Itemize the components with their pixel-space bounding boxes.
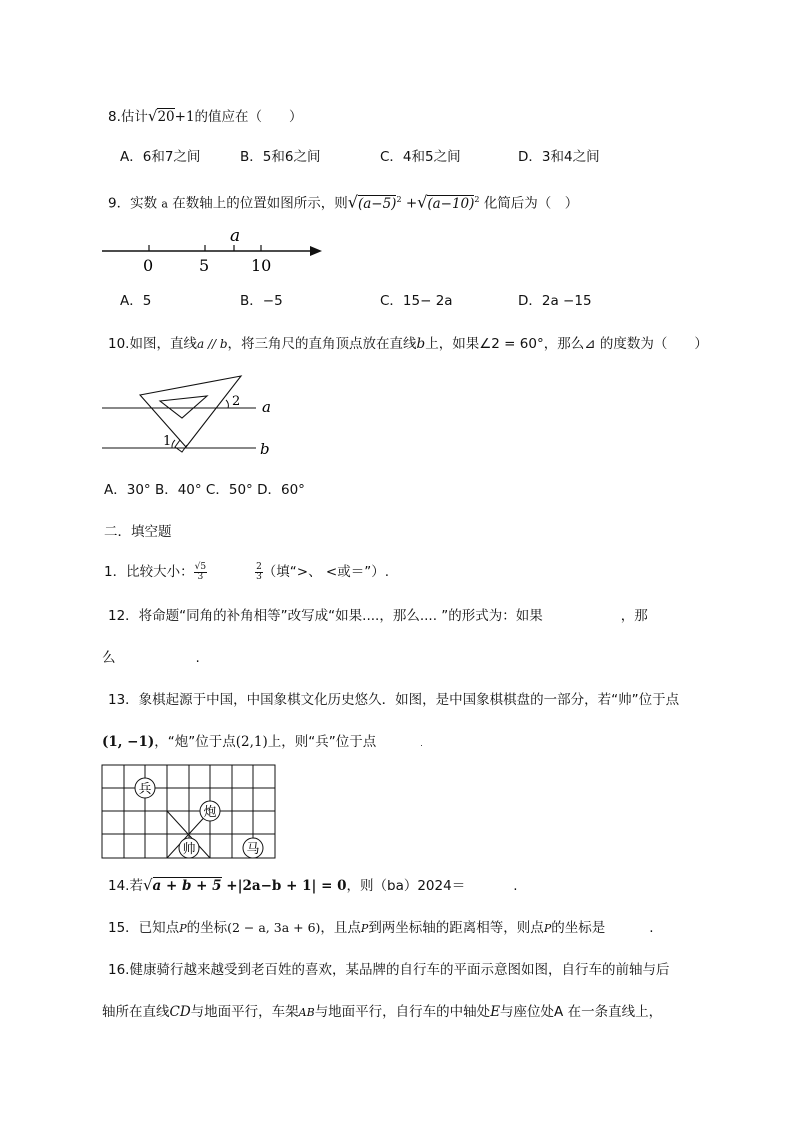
number-line-arrow (310, 246, 322, 256)
q8-option-d: D．3和4之间 (518, 149, 600, 165)
q9-stem: 9．实数 a 在数轴上的位置如图所示，则$√(a-5)^2 +√(a-10)^2$ 化简后为（ ） (108, 192, 579, 212)
piece-shuai (179, 838, 199, 858)
q8-option-c: C．4和5之间 (380, 149, 461, 165)
svg-text:炮: 炮 (203, 805, 217, 820)
q9-option-d: D．2a −15 (518, 293, 592, 309)
chess-board-figure (100, 762, 280, 862)
angle-2-label: 2 (232, 394, 241, 409)
fraction-1: $\frac{√5}{3}$ (194, 561, 207, 582)
q12-line2: 么 . (102, 650, 200, 666)
line-b-label: b (260, 440, 270, 458)
sqrt-sign: √ (417, 192, 428, 212)
svg-text:帅: 帅 (182, 842, 196, 857)
q14-stem: 14.若√a + b + 5 +|2a−b + 1| = 0，则（ba）2024＝ . (108, 876, 518, 894)
tick-label-10: 10 (251, 256, 272, 275)
svg-text:兵: 兵 (138, 782, 152, 797)
q10-options: A．30° B．40° C．50° D．60° (104, 482, 305, 498)
angle-1-label: 1 (163, 434, 172, 449)
q9-option-c: C．15− 2a (380, 293, 453, 309)
q16-line1: 16.健康骑行越来越受到老百姓的喜欢，某品牌的自行车的平面示意图如图，自行车的前轴与后 (108, 962, 670, 978)
q13-line2: (1, −1)，“炮”位于点(2,1)上，则“兵”位于点 . (102, 734, 423, 750)
fraction-2: $\frac{2}{3}$ (256, 561, 262, 582)
q13-line1: 13．象棋起源于中国，中国象棋文化历史悠久．如图，是中国象棋棋盘的一部分，若“帅”位于点 (108, 692, 680, 708)
q16-line2: 轴所在直线CD与地面平行，车架AB与地面平行，自行车的中轴处E与座位处A 在一条直线上， (102, 1004, 663, 1020)
sqrt-sign: √ (142, 876, 153, 894)
q8-option-b: B．5和6之间 (240, 149, 321, 165)
tick-label-5: 5 (199, 256, 210, 275)
q9-option-a: A．5 (120, 293, 152, 309)
triangle-inner (160, 396, 207, 418)
number-line-figure (100, 225, 330, 275)
piece-pao (200, 801, 220, 821)
q9-option-b: B．−5 (240, 293, 283, 309)
q12-line1: 12．将命题“同角的补角相等”改写成“如果....，那么.... ”的形式为：如果 ，那 (108, 608, 648, 624)
line-a-label: a (262, 398, 271, 416)
point-a-label: a (230, 226, 241, 246)
q8-stem: 8.估计√20+1的值应在（ ） (108, 107, 303, 125)
q11-stem: 1．比较大小： $\frac{√5}{3}$ $\frac{2}{3}$ （填“>、 <或＝”）. (104, 561, 389, 582)
section-heading: 二．填空题 (104, 524, 172, 540)
q10-stem: 10.如图，直线a // b，将三角尺的直角顶点放在直线b上，如果∠2 = 60°，那么⊿ 的度数为（ ） (108, 336, 708, 352)
svg-text:马: 马 (246, 842, 260, 857)
angle-2-arc (226, 400, 228, 408)
sqrt-sign: √ (147, 107, 158, 125)
q8-option-a: A．6和7之间 (120, 149, 201, 165)
tick-label-0: 0 (143, 256, 154, 275)
triangle-ruler-figure (100, 370, 290, 460)
triangle-outer (140, 376, 241, 447)
piece-bing (135, 778, 155, 798)
sqrt-sign: √ (347, 192, 358, 212)
piece-ma (243, 838, 263, 858)
q15-stem: 15．已知点P的坐标(2 − a, 3a + 6)，且点P到两坐标轴的距离相等，则点P的坐标是 . (108, 920, 654, 936)
